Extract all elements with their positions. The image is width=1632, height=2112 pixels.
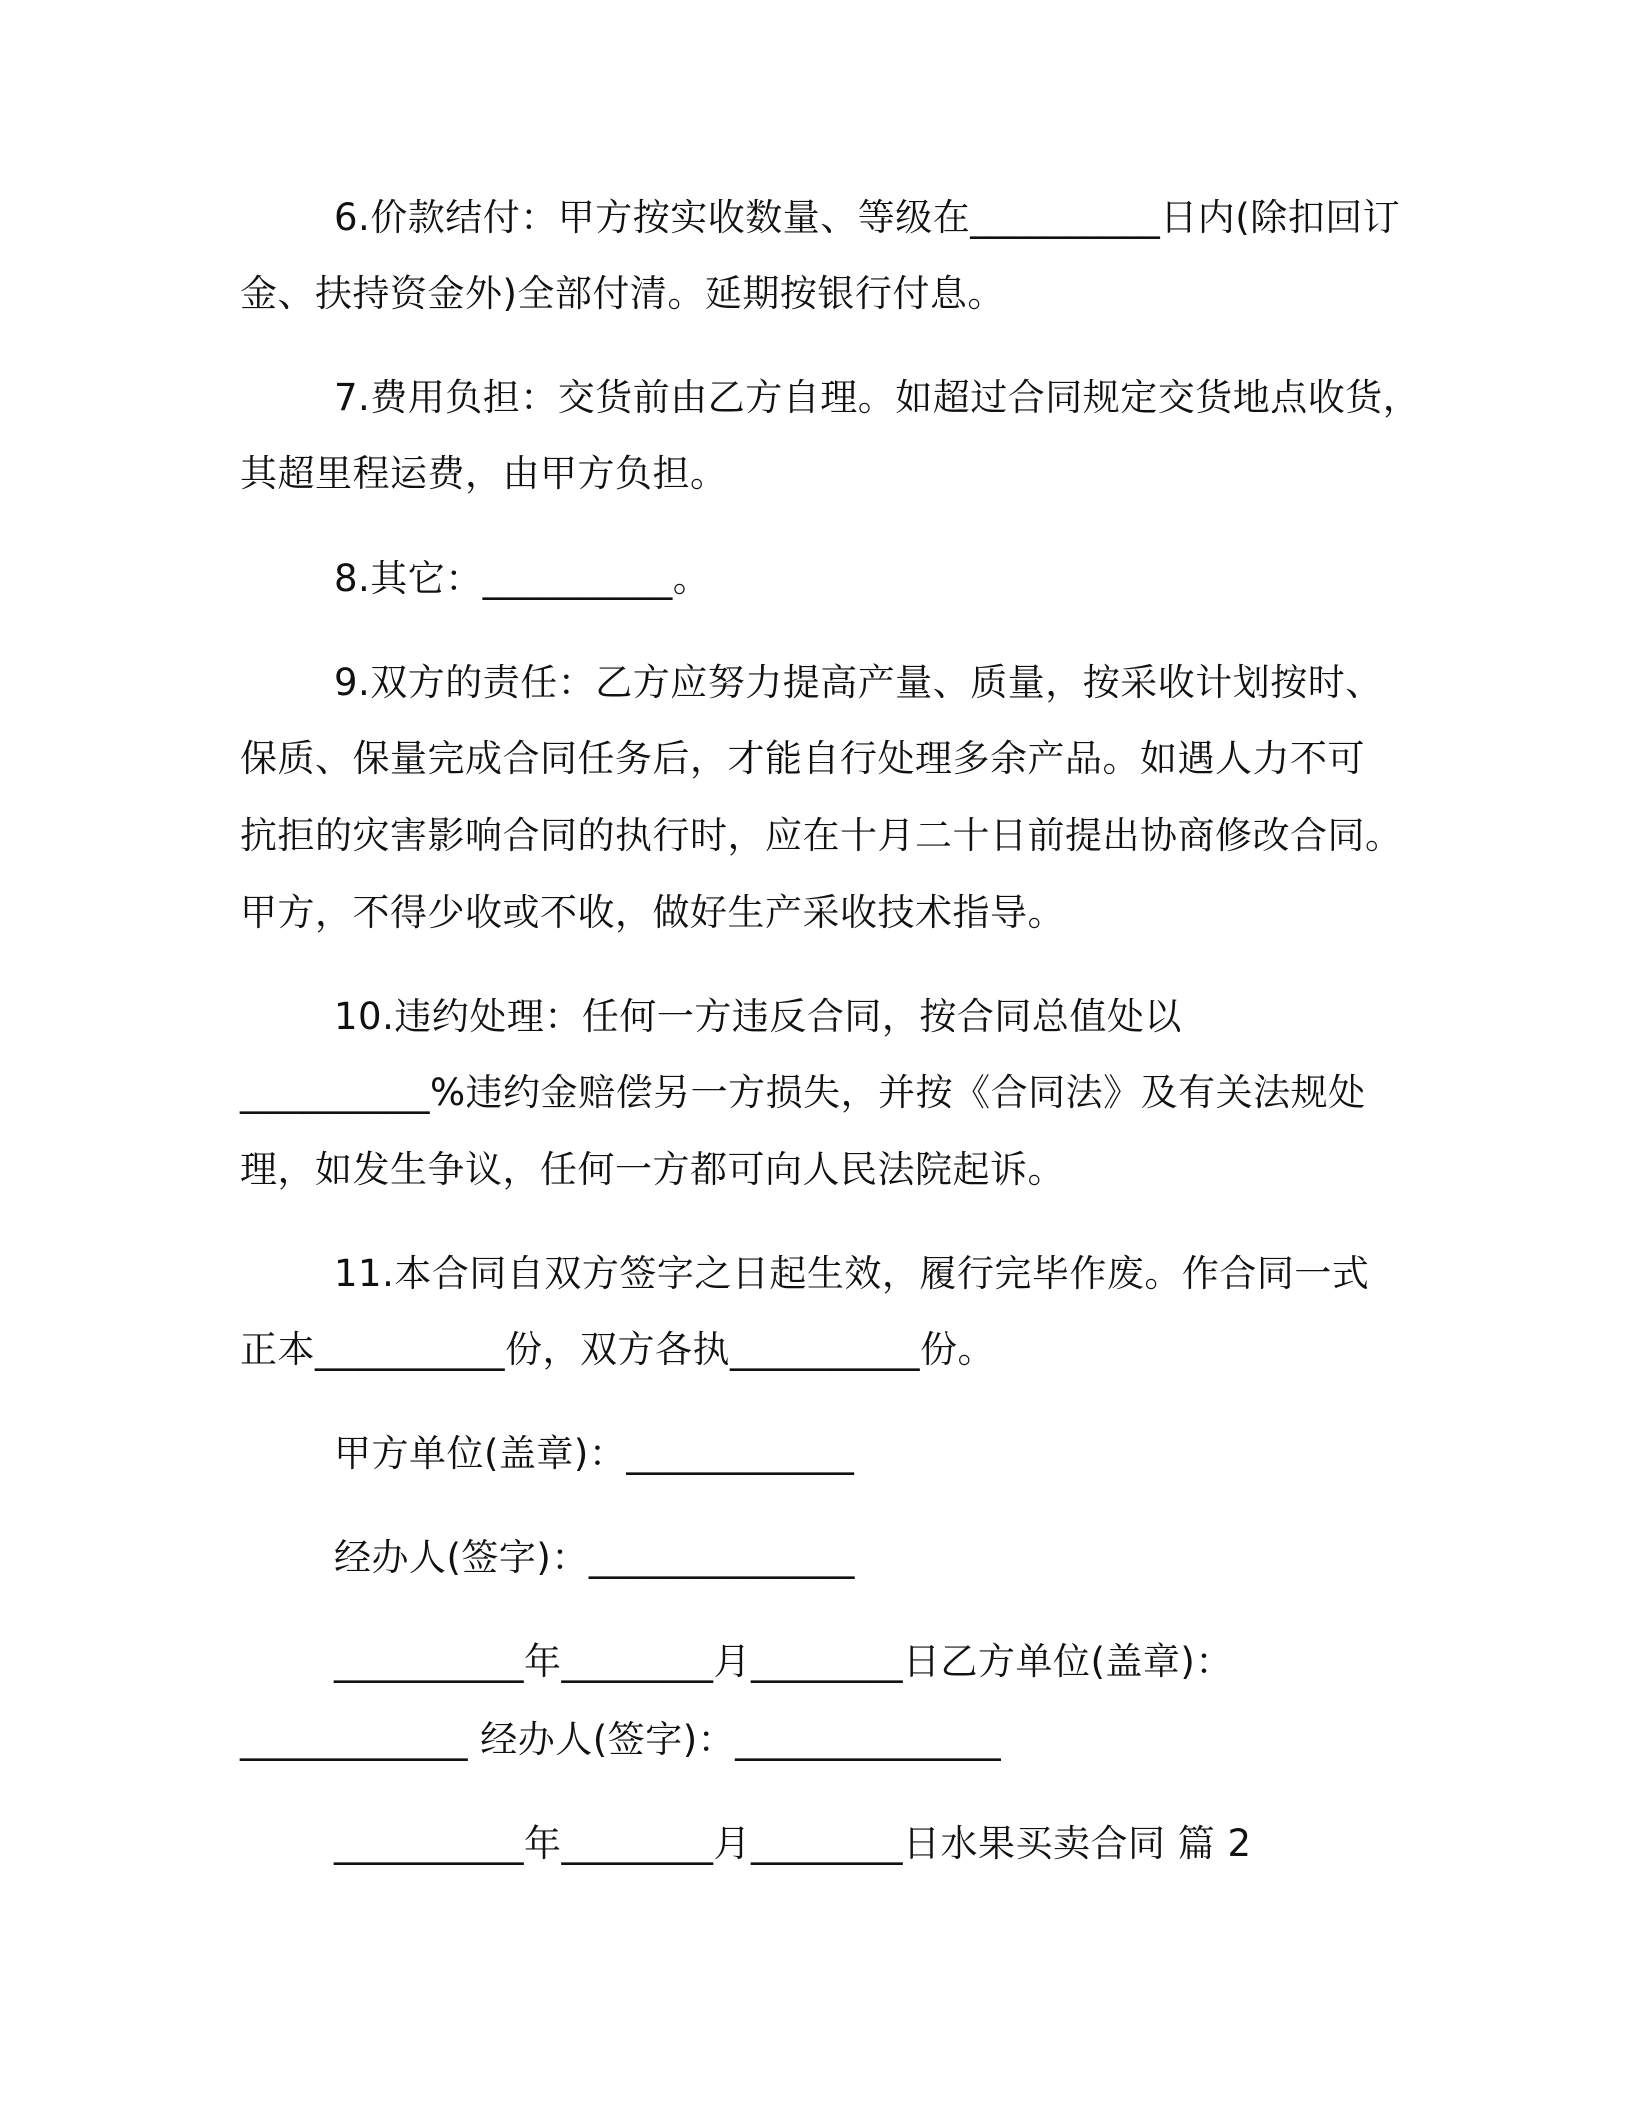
clause-6-line-2: 金、扶持资金外)全部付清。延期按银行付息。 xyxy=(240,272,1005,315)
clause-8-line-1: 8.其它：__________。 xyxy=(334,557,711,600)
clause-7-line-1: 7.费用负担：交货前由乙方自理。如超过合同规定交货地点收货， xyxy=(334,376,1421,419)
clause-11-line-1: 11.本合同自双方签字之日起生效，履行完毕作废。作合同一式 xyxy=(334,1252,1370,1295)
clause-6-line-1: 6.价款结付：甲方按实收数量、等级在__________日内(除扣回订 xyxy=(334,196,1401,239)
clause-10-line-2: __________%违约金赔偿另一方损失，并按《合同法》及有关法规处 xyxy=(240,1071,1366,1114)
party-a-unit-line: 甲方单位(盖章)：____________ xyxy=(334,1432,855,1475)
clause-9-line-1: 9.双方的责任：乙方应努力提高产量、质量，按采收计划按时、 xyxy=(334,661,1383,704)
clause-10-line-1: 10.违约处理：任何一方违反合同，按合同总值处以 xyxy=(334,995,1182,1038)
date-party-b-unit-line: __________年________月________日乙方单位(盖章)： xyxy=(334,1640,1233,1683)
clause-11-line-2: 正本__________份，双方各执__________份。 xyxy=(240,1328,995,1371)
clause-9-line-2: 保质、保量完成合同任务后，才能自行处理多余产品。如遇人力不可 xyxy=(240,737,1365,780)
clause-9-line-4: 甲方，不得少收或不收，做好生产采收技术指导。 xyxy=(240,891,1065,934)
clause-9-line-3: 抗拒的灾害影响合同的执行时，应在十月二十日前提出协商修改合同。 xyxy=(240,814,1403,857)
party-a-agent-line: 经办人(签字)：______________ xyxy=(334,1536,855,1579)
clause-10-line-3: 理，如发生争议，任何一方都可向人民法院起诉。 xyxy=(240,1148,1065,1191)
final-date-title-line: __________年________月________日水果买卖合同 篇 2 xyxy=(334,1822,1252,1865)
party-b-agent-line: ____________ 经办人(签字)：______________ xyxy=(240,1718,1002,1761)
clause-7-line-2: 其超里程运费，由甲方负担。 xyxy=(240,452,728,495)
